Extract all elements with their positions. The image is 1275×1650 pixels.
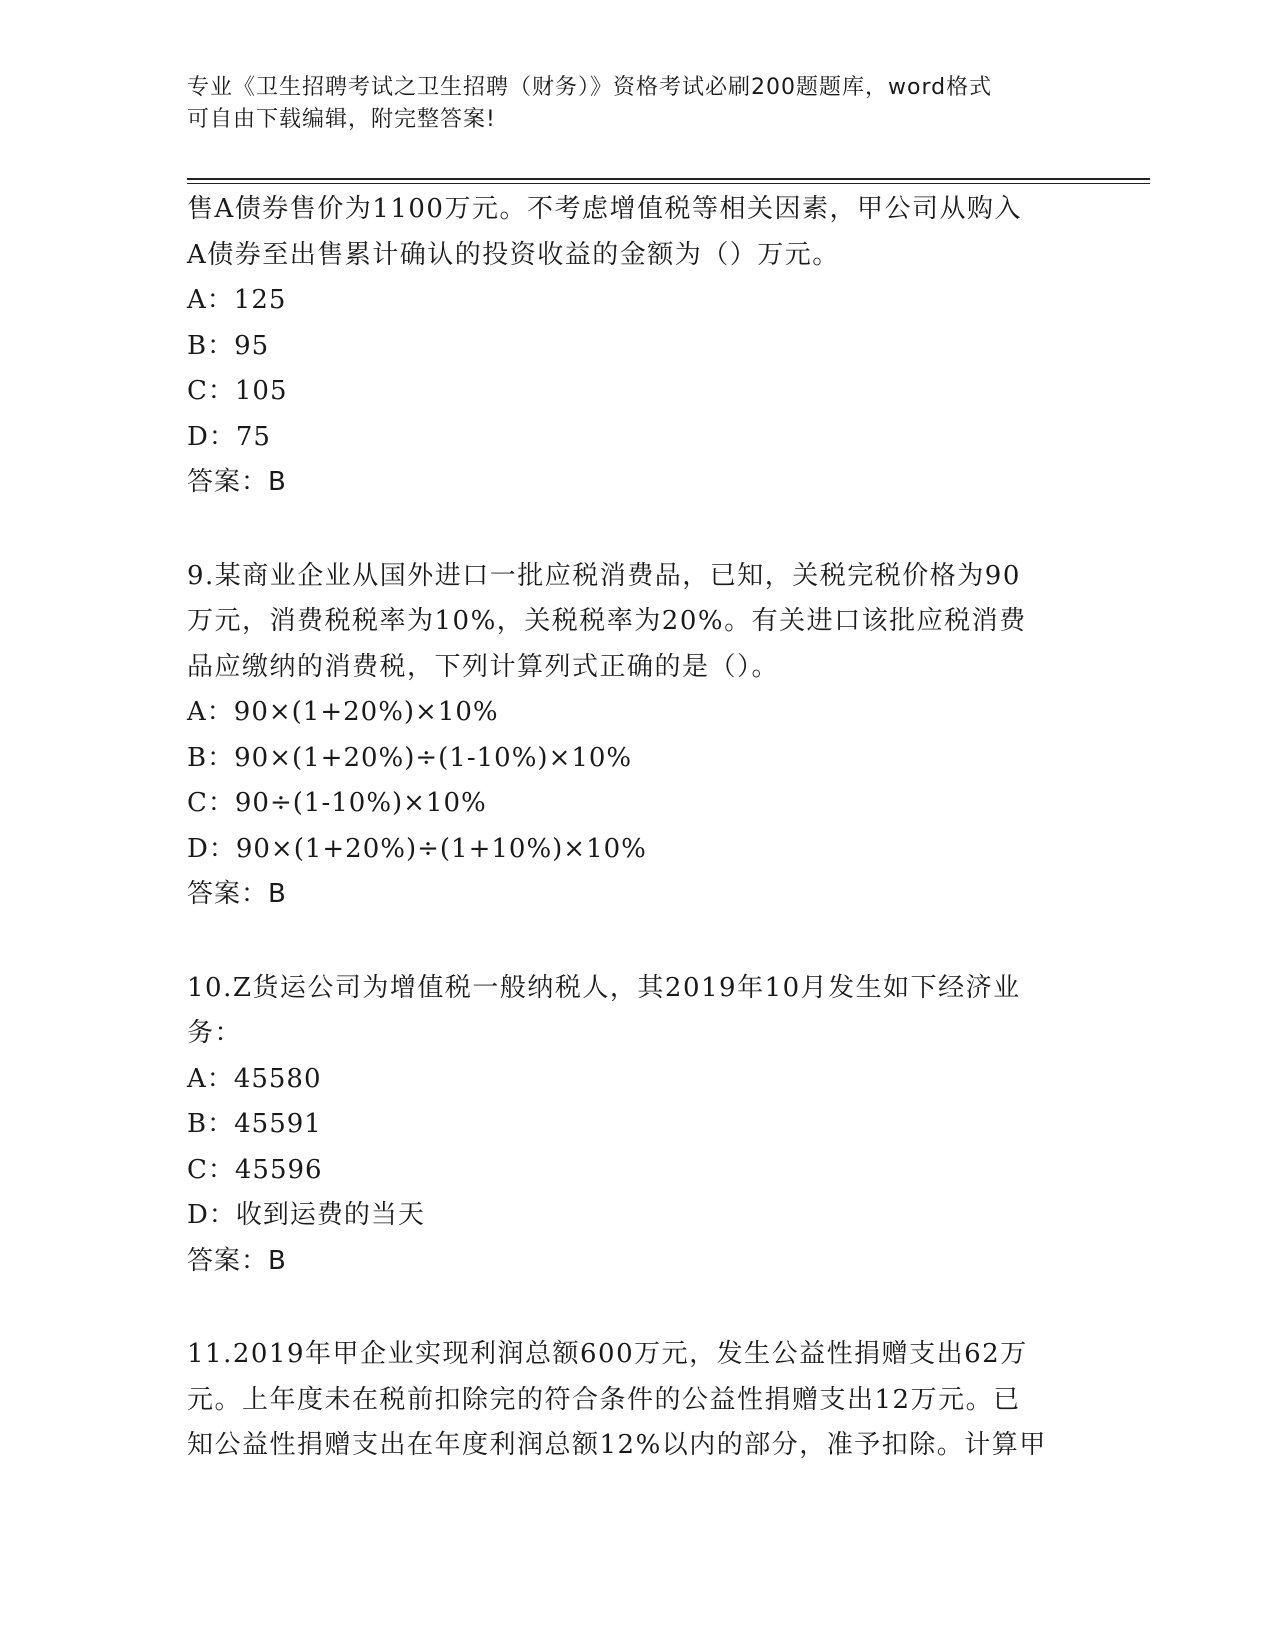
option-c: C：90÷(1-10%)×10% [187,788,487,818]
question-text-line: 品应缴纳的消费税，下列计算列式正确的是（）。 [187,651,780,682]
option-a: A：45580 [187,1063,322,1094]
question-9 [187,554,1087,918]
option-c: C：105 [187,376,288,406]
question-text-line: 售A债券售价为1100万元。不考虑增值税等相关因素，甲公司从购入 [187,194,1022,224]
question-text-line: 万元，消费税税率为10%，关税税率为20%。有关进口该批应税消费 [187,606,1027,636]
answer: 答案：B [187,1245,287,1276]
question-10 [187,966,1087,1285]
answer: 答案：B [187,879,287,909]
question-text-line: 11.2019年甲企业实现利润总额600万元，发生公益性捐赠支出62万 [187,1339,1028,1369]
option-c: C：45596 [187,1154,323,1185]
header-line-2: 可自由下载编辑，附完整答案! [187,107,496,132]
option-a: A：90×(1+20%)×10% [187,697,499,727]
question-8-continued [187,187,1087,506]
answer: 答案：B [187,467,287,497]
header-divider-thick [187,178,1150,180]
question-text-line: 元。上年度未在税前扣除完的符合条件的公益性捐赠支出12万元。已 [187,1384,1021,1415]
option-a: A：125 [187,285,287,315]
document-header [187,72,1067,136]
question-text-line: 10.Z货运公司为增值税一般纳税人，其2019年10月发生如下经济业 [187,972,1021,1003]
question-text-line: 9.某商业企业从国外进口一批应税消费品，已知，关税完税价格为90 [187,560,1021,591]
header-divider-thin [187,183,1150,184]
option-b: B：95 [187,330,270,361]
question-text-line: A债券至出售累计确认的投资收益的金额为（）万元。 [187,239,840,270]
option-d: D：90×(1+20%)÷(1+10%)×10% [187,833,647,864]
question-text-line: 务： [187,1018,243,1048]
header-line-1: 专业《卫生招聘考试之卫生招聘（财务）》资格考试必刷200题题库，word格式 [187,75,993,100]
option-d: D：收到运费的当天 [187,1200,425,1230]
option-b: B：45591 [187,1109,322,1139]
option-b: B：90×(1+20%)÷(1-10%)×10% [187,742,633,773]
question-11 [187,1332,1087,1469]
question-text-line: 知公益性捐赠支出在年度利润总额12%以内的部分，准予扣除。计算甲 [187,1430,1047,1460]
option-d: D：75 [187,421,271,452]
document-body [187,187,1087,1469]
